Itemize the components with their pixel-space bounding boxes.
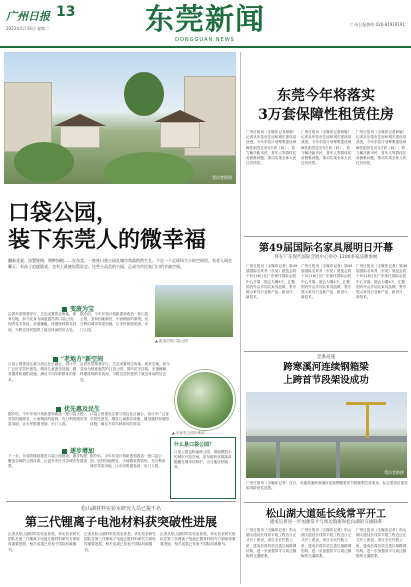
park-body-text: 据介绍，今年东莞计划新建和改造一批口袋公园，坚持因地制宜、小而精致的原则，充分利用城市零星用地，让市民推窗见绿、出门入园。	[8, 412, 88, 427]
park-body-text: 据介绍，今年东莞计划新建和改造一批口袋公园，坚持因地制宜、小而精致的原则，充分利用城市零星用地，让市民推窗见绿、出门入园。	[80, 312, 149, 332]
newspaper-logo: 广州日报	[6, 10, 50, 23]
battery-body-text: 记者从松山湖材料实验室获悉，该实验室研究团队在第三代锂离子电池正极材料研究方面取得重要进展，相关成果已发表于国际权威期刊。	[160, 532, 236, 547]
shrub-shape	[14, 142, 74, 182]
bridge-kicker: 莞番高速	[317, 355, 335, 360]
bridge-headline	[244, 361, 408, 387]
bridge-body-text: 广州日报讯（全媒体记者）近日，莞番高速跨寒溪河连续钢箱梁首节段顺利完成架设，标志着项目建设取得阶段性进展。	[246, 481, 408, 491]
photo-caption: ▲ 市民在公园内休闲	[172, 431, 205, 435]
housing-headline-line1: 东莞今年将落实	[277, 88, 375, 104]
crane-shape	[366, 402, 369, 438]
park-headline	[8, 200, 238, 254]
park-body-text: 口袋公园建设注重与周边社区融合，设计中广泛征求居民意见，增设儿童游乐设施、健身器材和遮阳设施，满足不同年龄群体的需求。	[90, 412, 170, 427]
divider	[6, 501, 236, 502]
park-circle-photo	[175, 370, 235, 430]
park-section-heading: "老地方"新空间	[8, 354, 148, 363]
shrub-shape	[104, 152, 194, 184]
road-body-text: 广州日报讯（全媒体记者）松山湖大道延长线常平段工程近日正式开工建设，项目全长约数公里，建成后将有效完善区域路网结构，进一步加强常平与周边镇街的交通联系。	[246, 528, 297, 559]
battery-kicker: 松山湖材料实验室研究人员已提不名	[80, 506, 161, 512]
park-body-text: 沿着东莞街巷穿行，过去闲置的边角地、废弃空地，如今变身为绿意盎然的口袋公园。园内花木扶疏，步道蜿蜒，休憩座椅散布其间，为附近居民提供了就近休闲的好去处。	[8, 312, 77, 332]
furniture-body-text: 广州日报讯（全媒体记者）第49届国际名家具（东莞）展览会将于5月16日在广东现代国际会展中心开幕，展会为期4天，汇聚国内外众多知名家具品牌，集中展示家具行业新产品、新设计、新技术。	[301, 264, 353, 300]
bridge-pier	[276, 442, 280, 478]
park-body-text: 据介绍，今年东莞计划新建和改造一批口袋公园，坚持因地制宜、小而精致的原则，充分利用城市零星用地，让市民推窗见绿、出门入园。	[90, 454, 166, 469]
housing-body-text: 广州日报讯（全媒体记者林敏）记者从东莞市住房和城乡建设局获悉，今年东莞计划筹集建设保障性租赁住房3万套（间），着力解决新市民、青年人等群体住房困难问题，推动实现全体人民住有所居。	[301, 130, 352, 166]
divider	[244, 351, 408, 352]
bridge-headline-line2: 上跨首节段架设成功	[283, 375, 369, 386]
battery-body-text: 记者从松山湖材料实验室获悉，该实验室研究团队在第三代锂离子电池正极材料研究方面取得重要进展，相关成果已发表于国际权威期刊。	[8, 532, 80, 552]
road-headline: 松山湖大道延长线常平开工	[266, 509, 386, 520]
road-body-text: 广州日报讯（全媒体记者）松山湖大道延长线常平段工程近日正式开工建设，项目全长约数公里，建成后将有效完善区域路网结构，进一步加强常平与周边镇街的交通联系。	[356, 528, 407, 559]
park-section-heading: 变废为宝	[8, 304, 148, 313]
housing-headline	[244, 87, 408, 125]
park-headline-line1: 口袋公园，	[8, 200, 119, 226]
furniture-body-text: 广州日报讯（全媒体记者）第49届国际名家具（东莞）展览会将于5月16日在广东现代国际会展中心开幕，展会为期4天，汇聚国内外众多知名家具品牌，集中展示家具行业新产品、新设计、新技术。	[356, 264, 408, 300]
info-box-title: 什么是口袋公园？	[174, 442, 215, 448]
battery-body-text: 记者从松山湖材料实验室获悉，该实验室研究团队在第三代锂离子电池正极材料研究方面取得重要进展，相关成果已发表于国际权威期刊。	[84, 532, 156, 552]
section-title: 东莞新闻	[144, 2, 265, 36]
section-subtitle: DONGGUAN NEWS	[175, 37, 235, 43]
pavilion-body	[60, 126, 100, 148]
photo-credit: 受访者供图	[384, 470, 404, 475]
park-body-text: 沿着东莞街巷穿行，过去闲置的边角地、废弃空地，如今变身为绿意盎然的口袋公园。园内花木扶疏，步道蜿蜒，休憩座椅散布其间，为附近居民提供了就近休闲的好去处。	[80, 362, 170, 382]
bridge-photo	[246, 392, 407, 478]
park-section-heading: 优先惠及民生	[8, 404, 148, 413]
park-lead: 翻新花架、添置座椅、增种绿植……在东莞，一座座口袋公园在城市角落悄然生长。不足一个足球场大小的空间里，有老人闲坐聊天，有孩子追逐嬉戏，也有上班族短暂驻足。这些小而美的公园，正成为市民家门口的幸福空间。	[8, 258, 232, 269]
park-headline-line2: 装下东莞人的微幸福	[8, 227, 207, 253]
divider	[244, 502, 408, 503]
crane-arm	[346, 402, 386, 405]
bridge-pier	[336, 442, 340, 478]
masthead	[0, 0, 411, 48]
page-number: 13	[56, 4, 76, 20]
furniture-body-text: 广州日报讯（全媒体记者）第49届国际名家具（东莞）展览会将于5月16日在广东现代国际会展中心开幕，展会为期4天，汇聚国内外众多知名家具品牌，集中展示家具行业新产品、新设计、新技术。	[246, 264, 298, 300]
road-body-text: 广州日报讯（全媒体记者）松山湖大道延长线常平段工程近日正式开工建设，项目全长约数公里，建成后将有效完善区域路网结构，进一步加强常平与周边镇街的交通联系。	[301, 528, 352, 559]
photo-credit: 受访者供图	[212, 175, 232, 180]
editor-line: 广州日报热线 020-81919191	[350, 22, 405, 27]
housing-headline-line2: 3万套保障性租赁住房	[258, 107, 394, 123]
battery-headline: 第三代锂离子电池材料获突破性进展	[24, 515, 217, 529]
furniture-headline: 第49届国际名家具展明日开幕	[259, 243, 393, 254]
pavilion-roof	[54, 114, 106, 126]
furniture-subheadline: 将在广东现代国际会展中心举办 1200多家品牌参展	[274, 255, 378, 260]
bridge-headline-line1: 跨寒溪河连续钢箱梁	[283, 362, 369, 373]
park-body-text: 下一步，东莞将继续推进口袋公园建设，逐步构建覆盖全域的公园体系，让更多市民共享城市发展成果。	[8, 454, 88, 469]
park-section-heading: 逐步增加	[8, 446, 148, 455]
pavilion-body	[160, 122, 200, 148]
bridge-beam	[246, 436, 407, 442]
column-divider	[240, 52, 241, 584]
info-box-body: 口袋公园也称袖珍公园，指规模很小的城市开放空间，常呈斑块状散落或隐藏在城市结构中，为当地居民服务。	[174, 450, 232, 469]
divider	[244, 236, 408, 237]
photo-caption: ▲ 改造后的口袋公园	[155, 339, 188, 343]
housing-body-text: 广州日报讯（全媒体记者林敏）记者从东莞市住房和城乡建设局获悉，今年东莞计划筹集建设保障性租赁住房3万套（间），着力解决新市民、青年人等群体住房困难问题，推动实现全体人民住有所居。	[356, 130, 407, 166]
road-subheadline: 建成后将进一步加强常平与周边镇街和松山湖的交通联系	[269, 520, 383, 525]
park-body-text: 口袋公园建设注重与周边社区融合，设计中广泛征求居民意见，增设儿童游乐设施、健身器材和遮阳设施，满足不同年龄群体的需求。	[8, 362, 77, 382]
park-photo	[4, 52, 236, 184]
park-renovation-photo	[155, 285, 233, 337]
date-line: 2023年5月16日 星期二	[6, 26, 50, 31]
info-box	[170, 437, 236, 499]
pavilion-roof	[154, 110, 206, 122]
housing-body-text: 广州日报讯（全媒体记者林敏）记者从东莞市住房和城乡建设局获悉，今年东莞计划筹集建设保障性租赁住房3万套（间），着力解决新市民、青年人等群体住房困难问题，推动实现全体人民住有所居。	[246, 130, 297, 166]
